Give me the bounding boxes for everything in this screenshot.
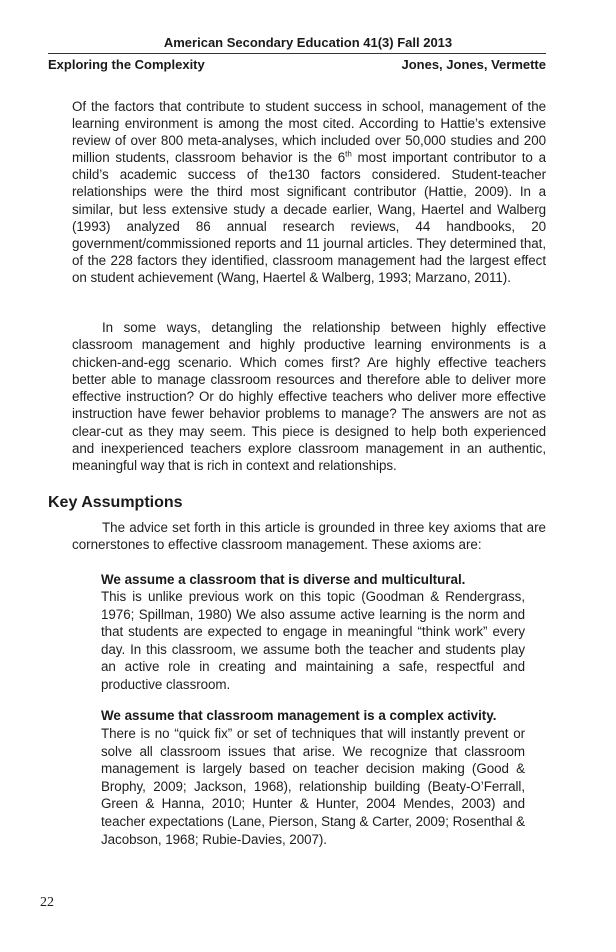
section-intro: The advice set forth in this article is grounded in three key axioms that are cornerstones to effective classroom management. These axioms are: [72, 520, 546, 553]
running-title: Exploring the Complexity [48, 57, 205, 72]
paragraph-1-part2: most important contributor to a child’s academic success of the130 factors considered. Student-teacher relationships were the third most significant contributor (Hattie, 2009). In a similar, but less extensive study a decade earlier, Wang, Haertel and Walberg (1993) analyzed 86 annual research reviews, 44 handbooks, 20 government/commissioned reports and 11 journal articles. They determined that, of the 228 factors they identified, classroom management had the largest effect on student achievement (Wang, Haertel & Walberg, 1993; Marzano, 2011). [72, 150, 547, 285]
page-number: 22 [40, 895, 54, 910]
assumption-1-text: This is unlike previous work on this topic (Goodman & Rendergrass, 1976; Spillman, 1980) We also assume active learning is the norm and that students are expected to engage in meaningful “think work” every day. In this classroom, we assume both the teacher and students play an active role in creating and maintaining a safe, respectful and productive classroom. [101, 589, 525, 692]
assumption-2-title: We assume that classroom management is a complex activity. [101, 708, 497, 723]
paragraph-1 [72, 98, 546, 286]
paragraph-2: In some ways, detangling the relationship between highly effective classroom management and highly productive learning environments is a chicken-and-egg scenario. Which comes first? Are highly effective teachers better able to manage classroom resources and therefore able to deliver more effective instruction? Or do highly effective teachers who deliver more effective instruction have fewer behavior problems to manage? The answers are not as clear-cut as they may seem. This piece is designed to help both experienced and inexperienced teachers explore classroom management in an authentic, meaningful way that is rich in context and relationships. [72, 320, 546, 474]
assumption-2-text: There is no “quick fix” or set of techniques that will instantly prevent or solve all classroom issues that arise. We recognize that classroom management is largely based on teacher decision making (Good & Brophy, 2009; Jackson, 1968), relationship building (Beaty-O’Ferrall, Green & Hanna, 2010; Hunter & Hunter, 2004 Mendes, 2003) and teacher expectations (Lane, Pierson, Stang & Carter, 2009; Rosenthal & Jacobson, 1968; Rubie-Davies, 2007). [101, 726, 525, 847]
running-authors: Jones, Jones, Vermette [401, 57, 546, 72]
journal-header: American Secondary Education 41(3) Fall 2013 [163, 35, 453, 50]
paragraph-1-part1: Of the factors that contribute to student success in school, management of the learning environment is among the most cited. According to Hattie’s extensive review of over 800 meta-analyses, which included over 50,000 studies and 200 million students, classroom behavior is the 6 [72, 99, 546, 166]
header-rule [48, 53, 546, 54]
assumption-1-title: We assume a classroom that is diverse and multicultural. [101, 572, 466, 587]
section-heading: Key Assumptions [48, 494, 183, 511]
superscript-th: th [345, 149, 352, 159]
